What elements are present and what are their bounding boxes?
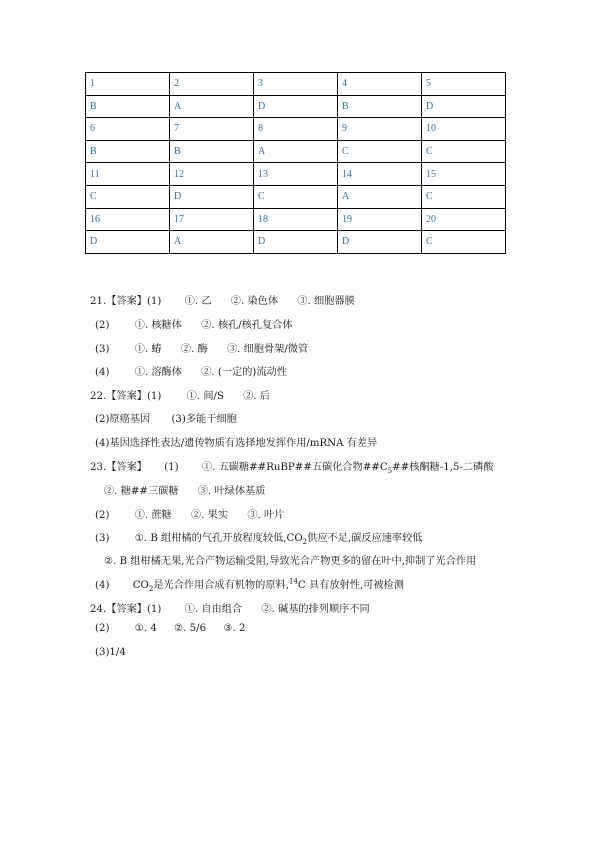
table-cell: 16: [86, 208, 170, 231]
table-cell: 14: [338, 163, 422, 186]
q22-line-2: (2)原癌基因 (3)多能干细胞: [95, 414, 237, 425]
table-cell: 20: [422, 208, 506, 231]
table-cell: 10: [422, 118, 506, 141]
q23-line-4: (4) $CO_2$是光合作用合成有机物的原料,$^{14}$C 具有放射性,可被检测: [95, 577, 404, 594]
table-cell: 7: [170, 118, 254, 141]
table-cell: 18: [254, 208, 338, 231]
table-cell: 6: [86, 118, 170, 141]
q21-line-4: (4) ①. 溶酶体 ②. (一定的)流动性: [95, 367, 287, 378]
table-cell: 9: [338, 118, 422, 141]
table-cell: A: [170, 231, 254, 254]
table-cell: 3: [254, 73, 338, 96]
table-cell: C: [422, 140, 506, 163]
table-row: [86, 163, 506, 186]
table-cell: 15: [422, 163, 506, 186]
table-cell: A: [254, 140, 338, 163]
q23-line-2: (2) ①. 蔗糖 ②. 果实 ③. 叶片: [95, 510, 285, 521]
table-cell: B: [170, 140, 254, 163]
table-row: [86, 140, 506, 163]
table-cell: D: [254, 95, 338, 118]
table-row: [86, 208, 506, 231]
table-cell: 1: [86, 73, 170, 96]
table-cell: 5: [422, 73, 506, 96]
q24-line-2: (2) ①. 4 ②. 5/6 ③. 2: [95, 623, 246, 634]
table-cell: 19: [338, 208, 422, 231]
table-cell: D: [86, 231, 170, 254]
table-cell: C: [254, 185, 338, 208]
q22-line-4: (4)基因选择性表达/遗传物质有选择地发挥作用/mRNA 有差异: [95, 438, 378, 449]
table-cell: 17: [170, 208, 254, 231]
table-cell: C: [338, 140, 422, 163]
table-row: [86, 185, 506, 208]
table-cell: 13: [254, 163, 338, 186]
q23-heading: 23.【答案】: [90, 462, 147, 473]
table-cell: C: [422, 231, 506, 254]
q21-line-1: 21.【答案】(1) ①. 乙 ②. 染色体 ③. 细胞器膜: [90, 296, 355, 307]
answer-table: [85, 72, 506, 254]
table-cell: D: [170, 185, 254, 208]
table-cell: 8: [254, 118, 338, 141]
table-cell: 12: [170, 163, 254, 186]
table-cell: D: [422, 95, 506, 118]
table-cell: B: [338, 95, 422, 118]
table-cell: B: [86, 140, 170, 163]
table-cell: A: [170, 95, 254, 118]
table-cell: C: [86, 185, 170, 208]
q22-heading: 22.【答案】(1): [90, 391, 162, 402]
table-cell: C: [422, 185, 506, 208]
table-cell: 2: [170, 73, 254, 96]
q23-line-1: 23.【答案】 (1) ①. 五碳糖##RuBP##五碳化合物$\#\#C_5\#\#$核酮糖-1,5-二磷酸: [90, 462, 494, 476]
table-row: [86, 231, 506, 254]
q23-line-3b: ②. B 组柑橘无果,光合产物运输受阻,导致光合产物更多的留在叶中,抑制了光合作用: [104, 556, 477, 567]
table-cell: B: [86, 95, 170, 118]
q22-line-1: 22.【答案】(1) ①. 间/S ②. 后: [90, 391, 271, 402]
q21-line-2: (2) ①. 核糖体 ②. 核孔/核孔复合体: [95, 320, 293, 331]
q23-line-3: (3) ①. B 组柑橘的气孔开放程度较低$,CO_2$供应不足,碳反应速率较低: [95, 533, 423, 547]
table-cell: 4: [338, 73, 422, 96]
q24-line-1: 24.【答案】(1) ①. 自由组合 ②. 碱基的排列顺序不同: [90, 604, 370, 615]
q24-line-3: (3)1/4: [95, 647, 126, 658]
table-cell: D: [254, 231, 338, 254]
q21-line-3: (3) ①. 蝽 ②. 酶 ③. 细胞骨架/微管: [95, 344, 309, 355]
q21-heading: 21.【答案】(1): [90, 296, 162, 307]
table-cell: 11: [86, 163, 170, 186]
table-row: [86, 73, 506, 96]
table-row: [86, 118, 506, 141]
table-cell: A: [338, 185, 422, 208]
table-row: [86, 95, 506, 118]
table-cell: D: [338, 231, 422, 254]
q24-heading: 24.【答案】(1): [90, 604, 162, 615]
q23-line-1b: ②. 糖##三碳糖 ③. 叶绿体基质: [104, 486, 266, 497]
